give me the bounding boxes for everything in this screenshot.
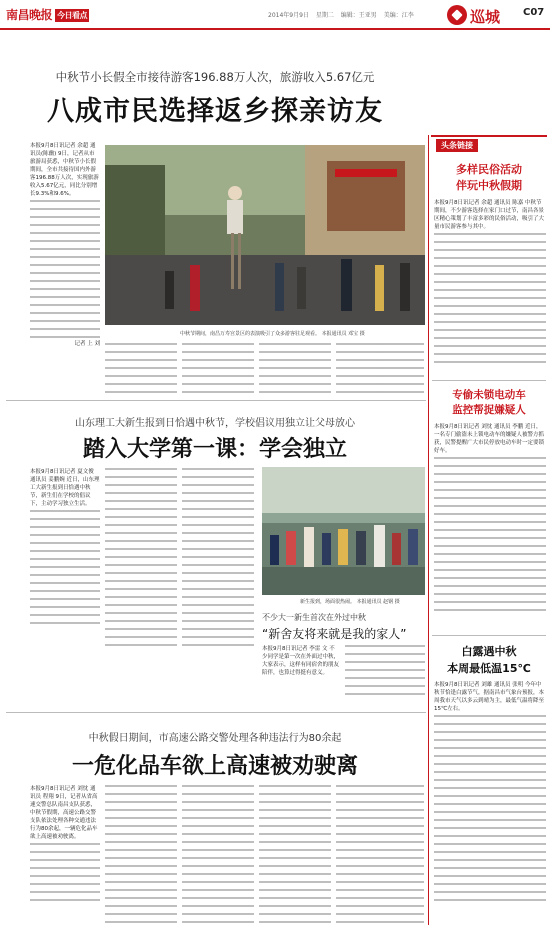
story2-sub-headline: “新舍友将来就是我的家人” — [262, 627, 407, 641]
story3-kicker: 中秋假日期间，市高速公路交警处理各种违法行为80余起 — [88, 733, 342, 744]
editor-credit: 编辑：王亚男 — [340, 12, 377, 19]
story-divider-1 — [6, 400, 426, 401]
story1-column-5 — [336, 343, 424, 395]
masthead — [0, 0, 550, 30]
story1-headline: 八成市民选择返乡探亲访友 — [47, 96, 383, 127]
issue-date: 2014年9月9日 — [268, 12, 309, 19]
story1-column-3 — [182, 343, 254, 395]
sidebar-tag-label: 头条链接 — [436, 139, 478, 152]
story2-photo-caption: 新生报到，场面很热闹。 本报通讯员 赵钢 摄 — [300, 599, 400, 605]
story2-kicker: 山东理工大新生报到日恰遇中秋节，学校倡议用独立让父母放心 — [75, 418, 355, 429]
sidebar-divider-1 — [432, 380, 546, 381]
sidebar-c-body — [434, 681, 546, 925]
sidebar-b-headline-1: 专偷未锁电动车 — [452, 389, 526, 401]
sidebar-b-body — [434, 423, 546, 633]
section-badge — [447, 4, 513, 26]
story3-column-5 — [336, 785, 424, 925]
sidebar-c-lead: 本报9月8日讯记者 刘雄 通讯员 张明 今年中秋节恰逢白露节气，据南昌市气象台预报，本周我市天气以多云到晴为主，最低气温将降至15℃左右。 — [434, 682, 545, 712]
designer-credit: 美编：江李 — [383, 12, 414, 19]
story2-sub-column-2 — [345, 645, 425, 701]
issue-meta — [268, 10, 419, 19]
story1-column-4 — [259, 343, 331, 395]
newspaper-logo — [6, 6, 89, 23]
sidebar-tag — [431, 135, 547, 150]
sidebar-b-lead: 本报9月8日讯记者 刘忱 通讯员 李鹏 近日，一名专门偷盗未上锁电动车的嫌疑人被警方抓获，民警提醒广大市民停放电动车时一定要锁好车。 — [434, 424, 545, 454]
story2-sub-column-1 — [262, 645, 340, 707]
story1-column-1 — [30, 142, 100, 394]
story2-lead: 本报9月8日讯记者 夏文俊 通讯员 姜鹏婉 近日，山东理工大新生报到日恰遇中秋节，新生们在学校的倡议下，主动学习独立生活。 — [30, 469, 100, 507]
section-name: 巡城 — [470, 8, 501, 26]
section-emblem-icon — [447, 5, 467, 25]
sidebar-c-text — [434, 715, 546, 905]
story2-sub-lead: 本报9月8日讯记者 李雷 文 不少同学是第一次在外面过中秋，大家表示，这样有同宿舍的朋友陪伴，也算过得挺有意义。 — [262, 646, 340, 676]
story3-column-3 — [182, 785, 254, 925]
sidebar-rule — [428, 135, 429, 925]
sidebar-a-lead: 本报9月8日讯记者 余超 通讯员 陈嘉 中秋节期间，不少游客选择在家门口过节，南昌各景区精心策划了丰富多彩的民俗活动，吸引了大量市民游客参与其中。 — [434, 200, 545, 230]
story2-column-3 — [182, 468, 254, 648]
story3-column-1 — [30, 785, 100, 925]
story2-text — [30, 510, 100, 630]
story3-column-4 — [259, 785, 331, 925]
story3-headline: 一危化品车欲上高速被劝驶离 — [71, 754, 358, 779]
sidebar-a-text — [434, 233, 546, 363]
story1-lead: 本报9月8日讯记者 余超 通讯员(陈幽) 9日，记者从市旅游局获悉，中秋节小长假期间，全市共接待国内外游客196.88万人次，实现旅游收入5.67亿元，同比分别增长9.3%和9.6%。 — [30, 143, 99, 197]
story1-column-2 — [105, 343, 177, 395]
sidebar-a-headline-1: 多样民俗活动 — [456, 163, 522, 176]
sidebar-divider-2 — [432, 635, 546, 636]
story1-photo — [105, 145, 425, 325]
sidebar-b-headline-2: 监控帮捉嫌疑人 — [452, 404, 526, 416]
story3-text — [30, 843, 100, 903]
sidebar-c-headline-2: 本周最低温15℃ — [447, 662, 531, 675]
logo-sub: 今日看点 — [57, 10, 88, 20]
issue-weekday: 星期二 — [315, 12, 334, 19]
story3-lead: 本报9月8日讯记者 刘忱 通讯员 程翔 9日，记者从省高速交警总队南昌支队获悉，中秋节假期，高速公路交警支队依法处理各种交通违法行为80余起，一辆危化品车欲上高速被劝驶离。 — [30, 786, 98, 840]
story-divider-2 — [6, 712, 426, 713]
sidebar-a-body — [434, 199, 546, 377]
sidebar-c-headline-1: 白露遇中秋 — [461, 645, 517, 658]
story2-sub-kicker: 不少大一新生首次在外过中秋 — [262, 613, 366, 622]
story1-text — [30, 200, 100, 340]
logo-name: 南昌晚报 — [6, 8, 53, 22]
story3-column-2 — [105, 785, 177, 925]
sidebar-b-text — [434, 457, 546, 617]
story2-column-1 — [30, 468, 100, 648]
sidebar-a-headline-2: 伴玩中秋假期 — [456, 179, 522, 192]
story1-byline: 记者 上 刘 — [74, 341, 100, 347]
story1-photo-caption: 中秋节期间，南昌万寿宫景区的表演吸引了众多游客驻足观看。 本报通讯员 邓宝 摄 — [180, 331, 365, 337]
page-number: C07 — [523, 7, 545, 18]
story1-kicker: 中秋节小长假全市接待游客196.88万人次，旅游收入5.67亿元 — [55, 70, 375, 84]
story2-column-2 — [105, 468, 177, 648]
story2-photo — [262, 467, 425, 595]
story2-headline: 踏入大学第一课：学会独立 — [82, 437, 347, 462]
